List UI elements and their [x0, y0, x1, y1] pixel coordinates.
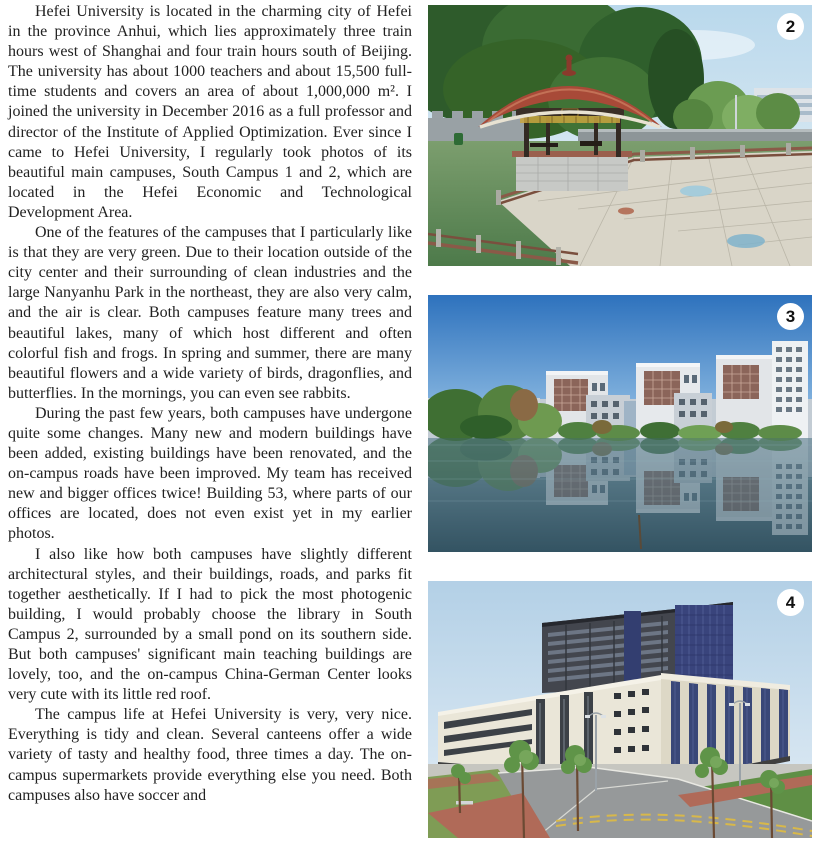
- paragraph-campus-life: The campus life at Hefei University is very, very nice. Everything is tidy and clean. Several canteens offer a wide variety of tasty and healthy food, three times a day. The on-campus supermarkets provide everything else you need. Both campuses also have soccer and: [8, 706, 412, 804]
- photo-pavilion: [428, 5, 812, 266]
- photo-number-badge: 2: [777, 13, 804, 40]
- paragraph-green-campus: One of the features of the campuses that I particularly like is that they are very green. Due to their location outside of the city center and their surrounding of clean industries and the large Nanyanhu Park in the northeast, they are also very calm, and the air is clear. Both campuses feature many trees and beautiful lakes, many of which host different and often colorful fish and frogs. In spring and summer, there are many beautiful flowers and a wide variety of birds, dragonflies, and butterflies. In the mornings, you can even see rabbits.: [8, 224, 412, 402]
- paragraph-changes: During the past few years, both campuses have undergone quite some changes. Many new and modern buildings have been added, existing buildings have been renovated, and the on-campus roads have been improved. My team has received new and bigger offices twice! Building 53, where parts of our offices are located, does not even exist yet in my earlier photos.: [8, 404, 412, 543]
- photo-column: [428, 5, 812, 838]
- building-photo-image: [428, 581, 812, 838]
- paragraph-intro: Hefei University is located in the charming city of Hefei in the province Anhui, which lies approximately three train hours west of Shanghai and four train hours south of Beijing. The university has about 1000 teachers and about 15,500 full-time students and covers an area of about 1,000,000 m². I joined the university in December 2016 as a full professor and director of the Institute of Applied Optimization. Ever since I came to Hefei University, I regularly took photos of its beautiful main campuses, South Campus 1 and 2, which are located in the Hefei Economic and Technological Development Area.: [8, 3, 412, 221]
- photo-main-building: [428, 581, 812, 838]
- article-text: [8, 2, 412, 806]
- photo-number-badge: 3: [777, 303, 804, 330]
- photo-lake-reflection: [428, 295, 812, 552]
- paragraph-architecture: I also like how both campuses have slightly different architectural styles, and their buildings, roads, and parks fit together aesthetically. If I had to pick the most photogenic building, I would probably choose the library in South Campus 2, surrounded by a small pond on its southern side. But both campuses' significant main teaching buildings are lovely, too, and the on-campus China-German Center looks very cute with its little red roof.: [8, 545, 412, 704]
- lake-photo-image: [428, 295, 812, 552]
- photo-number-badge: 4: [777, 589, 804, 616]
- pavilion-photo-image: [428, 5, 812, 266]
